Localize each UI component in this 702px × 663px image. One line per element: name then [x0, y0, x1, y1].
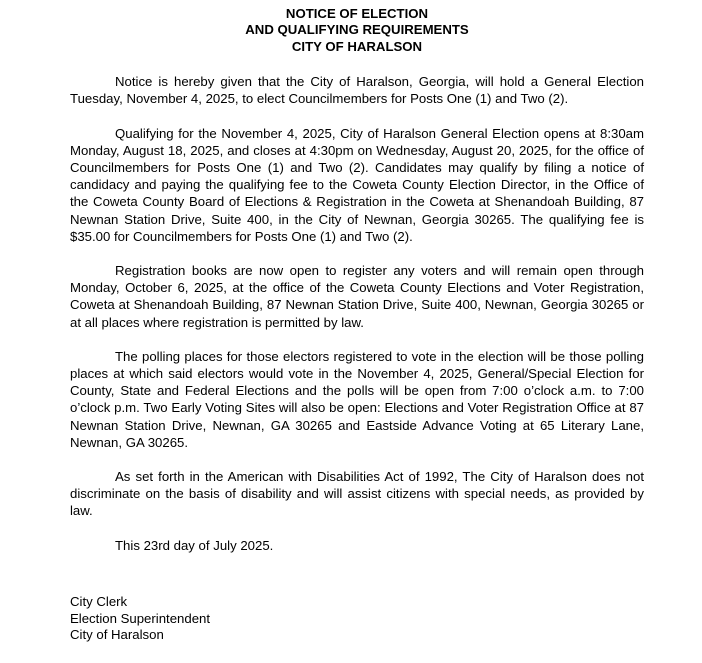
polling-places-paragraph: The polling places for those electors registered to vote in the election will be those polling places at which said electors would vote in the November 4, 2025, General/Special Election for County, State and Federal Elections and the polls will be open from 7:00 o’clock a.m. to 7:00 o’clock p.m. Two Early Voting Sites will also be open: Elections and Voter Registration Office at 87 Newnan Station Drive, Newnan, GA 30265 and Eastside Advance Voting at 65 Literary Lane, Newnan, GA 30265. [70, 348, 644, 450]
election-notice-document [70, 6, 644, 644]
qualifying-paragraph: Qualifying for the November 4, 2025, City of Haralson General Election opens at 8:30am Monday, August 18, 2025, and closes at 4:30pm on Wednesday, August 20, 2025, for the office of Councilmembers for Posts One (1) and Two (2). Candidates may qualify by filing a notice of candidacy and paying the qualifying fee to the Coweta County Election Director, in the Office of the Coweta County Board of Elections & Registration in the Coweta at Shenandoah Building, 87 Newnan Station Drive, Suite 400, in the City of Newnan, Georgia 30265. The qualifying fee is $35.00 for Councilmembers for Posts One (1) and Two (2). [70, 125, 644, 244]
signature-line-3: City of Haralson [70, 627, 164, 643]
signature-line-1: City Clerk [70, 593, 128, 609]
disabilities-act-paragraph: As set forth in the American with Disabilities Act of 1992, The City of Haralson does not discriminate on the basis of disability and will assist citizens with special needs, as provided by law. [70, 469, 644, 519]
registration-paragraph: Registration books are now open to register any voters and will remain open through Monday, October 6, 2025, at the office of the Coweta County Elections and Voter Registration, Coweta at Shenandoah Building, 87 Newnan Station Drive, Suite 400, Newnan, Georgia 30265 or at all places where registration is permitted by law. [70, 263, 644, 330]
notice-title [70, 6, 644, 55]
notice-title-line-3: CITY OF HARALSON [291, 38, 423, 54]
notice-title-line-2: AND QUALIFYING REQUIREMENTS [245, 22, 469, 38]
election-announcement-paragraph: Notice is hereby given that the City of Haralson, Georgia, will hold a General Election Tuesday, November 4, 2025, to elect Councilmembers for Posts One (1) and Two (2). [70, 74, 644, 107]
signature-line-2: Election Superintendent [70, 610, 211, 626]
notice-title-line-1: NOTICE OF ELECTION [285, 6, 429, 21]
dated-line: This 23rd day of July 2025. [115, 537, 274, 553]
signature-block [70, 594, 644, 644]
